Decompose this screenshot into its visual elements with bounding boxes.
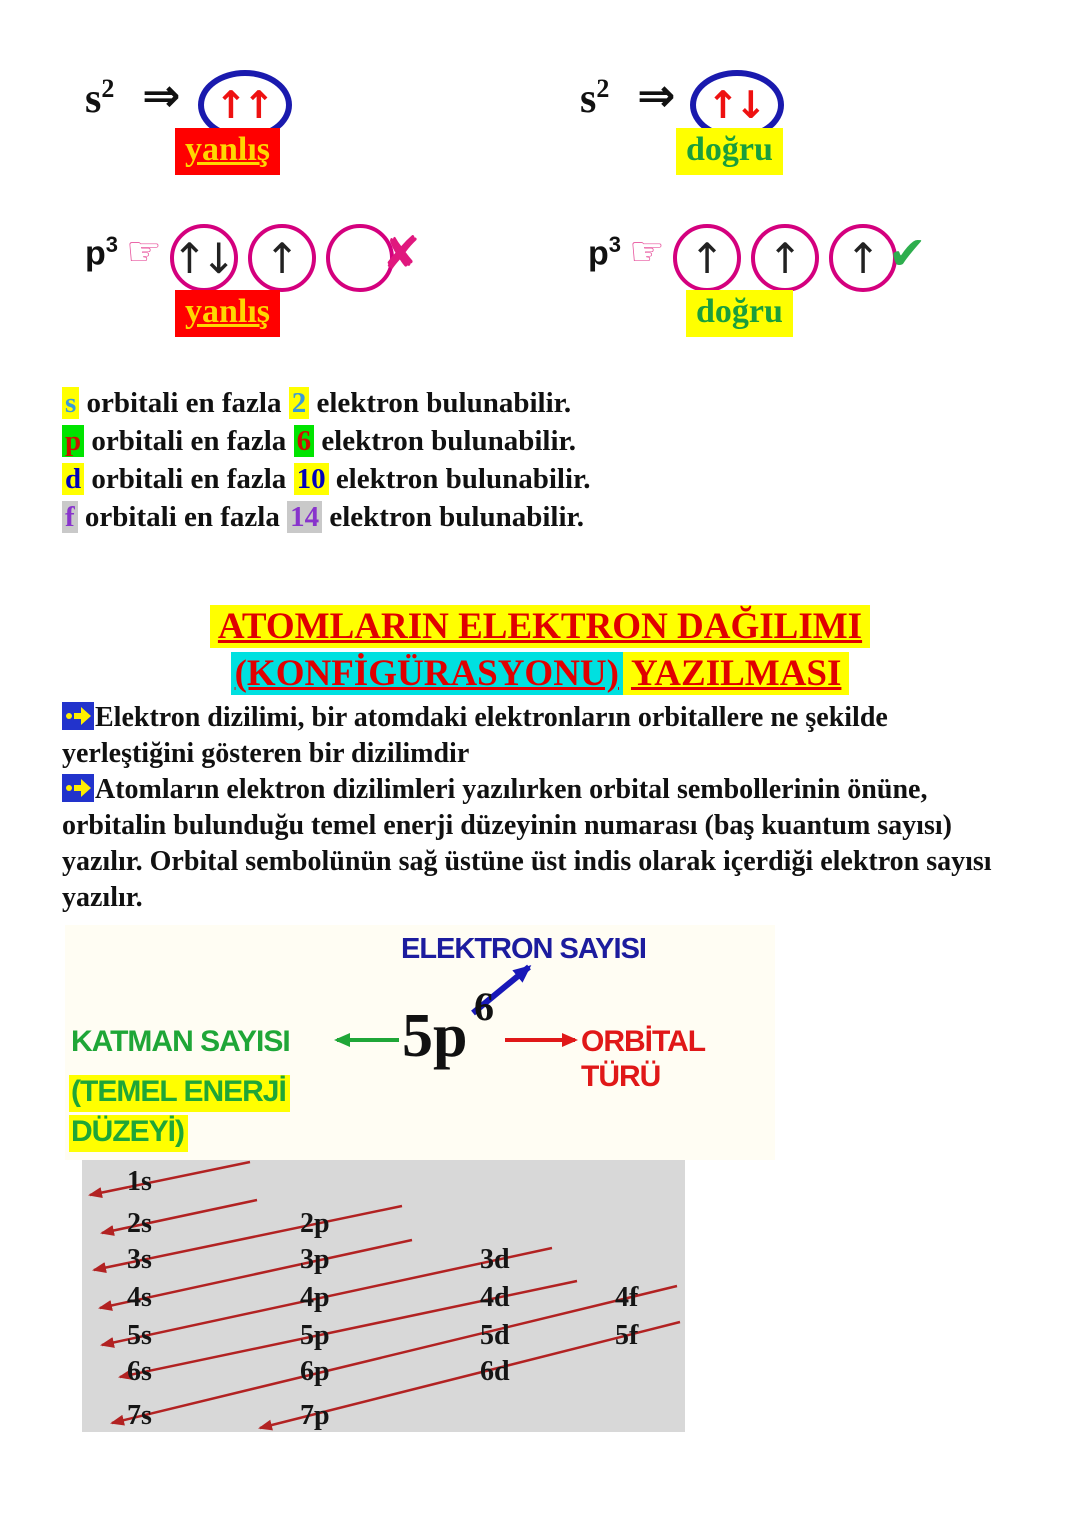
title-text: YAZILMASI — [623, 652, 849, 695]
electron-count-sup: 3 — [608, 232, 622, 257]
subshell-label: 3p — [300, 1244, 330, 1275]
subshell-label: 5d — [480, 1320, 510, 1351]
subshell-label: 4d — [480, 1282, 510, 1313]
subshell-label: 5f — [615, 1320, 639, 1351]
orbital-letter: p — [85, 234, 106, 273]
notation-diagram — [65, 925, 775, 1160]
rule-text: elektron bulunabilir. — [316, 387, 572, 419]
arrow-bullet-icon — [62, 702, 94, 730]
pointing-hand-icon: ☞ — [629, 229, 665, 275]
verdict-label-right: doğru — [676, 128, 783, 175]
section-title-line1 — [0, 603, 1080, 650]
section-title — [0, 603, 1080, 697]
orbital-capacity-rules — [62, 384, 590, 536]
orbital-letter-highlight: f — [62, 501, 78, 533]
electron-max-highlight: 14 — [287, 501, 322, 533]
electron-max-highlight: 2 — [289, 387, 310, 419]
s2-formula-right — [580, 76, 609, 120]
title-text: ATOMLARIN ELEKTRON DAĞILIMI — [210, 605, 870, 648]
aufbau-chart — [82, 1160, 685, 1432]
orbital-notation-superscript: 6 — [474, 984, 494, 1029]
energy-level-note-line1 — [69, 1075, 290, 1112]
p3-formula-wrong — [85, 232, 119, 273]
subshell-label: 4s — [127, 1282, 152, 1313]
rule-line-p — [62, 422, 590, 460]
subshell-label: 1s — [127, 1166, 152, 1197]
electron-count-label: ELEKTRON SAYISI — [401, 933, 646, 965]
subshell-label: 2p — [300, 1208, 330, 1239]
rule-text: orbitali en fazla — [91, 425, 287, 457]
rule-line-s — [62, 384, 590, 422]
orbital-letter: s — [85, 76, 102, 122]
p3-formula-right — [588, 232, 622, 273]
bullet-paragraph — [62, 700, 1024, 772]
title-highlight-text: (KONFİGÜRASYONU) — [231, 652, 623, 695]
orbital-type-label: ORBİTAL TÜRÜ — [581, 1025, 705, 1093]
aufbau-arrow-7 — [112, 1286, 677, 1423]
orbital-letter: p — [588, 234, 609, 273]
implies-arrow-icon: ⇒ — [142, 68, 181, 122]
orbital-letter: s — [580, 76, 597, 122]
orbital-letter-highlight: p — [62, 425, 84, 457]
definition-paragraphs — [62, 700, 1024, 916]
subshell-label: 7p — [300, 1400, 330, 1431]
implies-arrow-icon: ⇒ — [637, 68, 676, 122]
rule-text: orbitali en fazla — [91, 463, 287, 495]
orbital-circle: ↑ — [673, 224, 741, 292]
rule-line-f — [62, 498, 590, 536]
verdict-label-right: doğru — [686, 290, 793, 337]
subshell-label: 7s — [127, 1400, 152, 1431]
subshell-label: 3d — [480, 1244, 510, 1275]
p-orbital-boxes-wrong — [170, 224, 394, 292]
subshell-label: 6d — [480, 1356, 510, 1387]
energy-level-note-line2 — [69, 1115, 188, 1152]
electron-max-highlight: 10 — [294, 463, 329, 495]
arrow-bullet-icon — [62, 774, 94, 802]
subshell-label: 6p — [300, 1356, 330, 1387]
rule-text: elektron bulunabilir. — [335, 463, 591, 495]
rule-text: elektron bulunabilir. — [329, 501, 584, 533]
highlighted-text: DÜZEYİ) — [69, 1115, 188, 1152]
subshell-label: 2s — [127, 1208, 152, 1239]
subshell-label: 4f — [615, 1282, 639, 1313]
section-title-line2 — [0, 650, 1080, 697]
rule-text: orbitali en fazla — [84, 501, 280, 533]
s2-formula-wrong — [85, 76, 114, 120]
electron-count-sup: 2 — [596, 74, 610, 103]
aufbau-diagram — [82, 1160, 685, 1432]
p-orbital-boxes-right — [673, 224, 897, 292]
check-mark-icon: ✔ — [888, 226, 927, 280]
orbital-circle: ↑ — [829, 224, 897, 292]
verdict-label-wrong: yanlış — [175, 290, 280, 337]
rule-text: elektron bulunabilir. — [321, 425, 576, 457]
subshell-label: 5p — [300, 1320, 330, 1351]
paragraph-text: Atomların elektron dizilimleri yazılırken orbital sembollerinin önüne, orbitalin bulunduğu temel enerji düzeyinin numarası (baş kuantum sayısı) yazılır. Orbital sembolünün sağ üstüne üst indis olarak içerdiği elektron sayısı yazılır. — [62, 774, 992, 913]
s-orbital-diagram-wrong: ↑↑ — [198, 70, 292, 140]
aufbau-arrow-2 — [102, 1200, 257, 1233]
subshell-label: 5s — [127, 1320, 152, 1351]
rule-text: orbitali en fazla — [86, 387, 282, 419]
orbital-notation-symbol: 5p — [402, 1002, 468, 1070]
rule-line-d — [62, 460, 590, 498]
electron-count-sup: 3 — [105, 232, 119, 257]
orbital-letter-highlight: d — [62, 463, 84, 495]
orbital-circle: ↑ — [248, 224, 316, 292]
subshell-label: 4p — [300, 1282, 330, 1313]
electron-count-sup: 2 — [101, 74, 115, 103]
bullet-paragraph — [62, 772, 1024, 916]
subshell-label: 3s — [127, 1244, 152, 1275]
aufbau-arrow-1 — [90, 1162, 250, 1195]
electron-max-highlight: 6 — [294, 425, 315, 457]
paragraph-text: Elektron dizilimi, bir atomdaki elektronların orbitallere ne şekilde yerleştiğini gösteren bir dizilimdir — [62, 702, 888, 769]
pointing-hand-icon: ☞ — [126, 229, 162, 275]
highlighted-text: (TEMEL ENERJİ — [69, 1075, 290, 1112]
subshell-label: 6s — [127, 1356, 152, 1387]
shell-count-label: KATMAN SAYISI — [71, 1025, 290, 1058]
s-orbital-diagram-right: ↑↓ — [690, 70, 784, 140]
orbital-circle: ↑↓ — [170, 224, 238, 292]
verdict-label-wrong: yanlış — [175, 128, 280, 175]
orbital-circle: ↑ — [751, 224, 819, 292]
x-mark-icon: ✘ — [382, 226, 421, 280]
orbital-letter-highlight: s — [62, 387, 79, 419]
